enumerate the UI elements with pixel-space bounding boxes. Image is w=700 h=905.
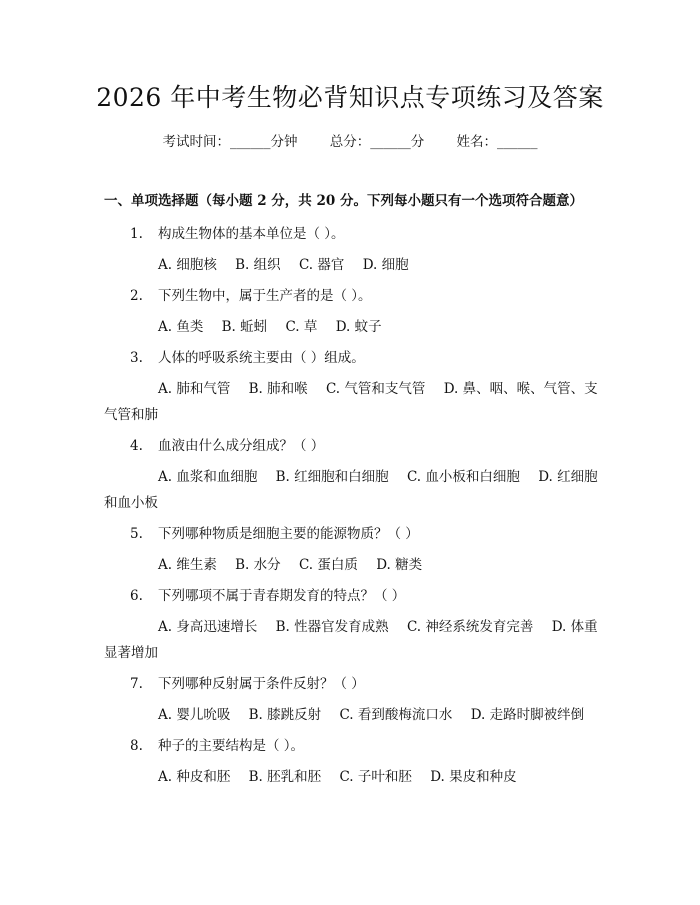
question-options — [104, 764, 600, 790]
option-b: B. 蚯蚓 — [221, 319, 268, 335]
question-options — [104, 376, 600, 428]
option-a: A. 鱼类 — [158, 319, 204, 335]
question-options — [104, 464, 600, 516]
question-options — [104, 252, 600, 278]
question-5 — [104, 522, 600, 578]
question-options — [104, 702, 600, 728]
question-number: 8. — [130, 738, 143, 754]
student-name: 姓名：______ — [456, 134, 538, 150]
option-a: A. 细胞核 — [158, 257, 217, 273]
option-c: C. 蛋白质 — [298, 557, 358, 573]
option-b: B. 肺和喉 — [248, 381, 308, 397]
option-b: B. 组织 — [235, 257, 281, 273]
question-number: 1. — [130, 226, 143, 242]
option-d: D. 鼻、咽、喉、气管、支气管和肺 — [104, 381, 598, 423]
option-a: A. 身高迅速增长 — [158, 619, 258, 635]
option-b: B. 红细胞和白细胞 — [275, 469, 389, 485]
option-d: D. 红细胞和血小板 — [104, 469, 598, 511]
option-d: D. 细胞 — [362, 257, 409, 273]
document-title: 2026 年中考生物必背知识点专项练习及答案 — [96, 83, 604, 112]
option-d: D. 果皮和种皮 — [430, 769, 517, 785]
section-heading: 一、单项选择题（每小题 2 分，共 20 分。下列每小题只有一个选项符合题意） — [104, 193, 583, 209]
exam-time: 考试时间：______分钟 — [162, 134, 298, 150]
question-2 — [104, 284, 600, 340]
option-c: C. 神经系统发育完善 — [406, 619, 534, 635]
question-options — [104, 614, 600, 666]
question-stem: 构成生物体的基本单位是（ ）。 — [158, 226, 345, 242]
option-c: C. 草 — [285, 319, 318, 335]
question-7 — [104, 672, 600, 728]
question-number: 3. — [130, 350, 143, 366]
question-1 — [104, 222, 600, 278]
option-a: A. 维生素 — [158, 557, 217, 573]
option-b: B. 水分 — [235, 557, 281, 573]
question-list — [104, 222, 600, 796]
option-d: D. 蚊子 — [335, 319, 382, 335]
question-stem: 下列哪种反射属于条件反射？（ ） — [158, 676, 365, 692]
option-d: D. 体重显著增加 — [104, 619, 598, 661]
option-b: B. 膝跳反射 — [248, 707, 322, 723]
question-number: 2. — [130, 288, 143, 304]
option-d: D. 走路时脚被绊倒 — [470, 707, 585, 723]
question-number: 7. — [130, 676, 143, 692]
question-8 — [104, 734, 600, 790]
question-stem: 种子的主要结构是（ ）。 — [158, 738, 305, 754]
question-stem: 下列生物中，属于生产者的是（ ）。 — [158, 288, 372, 304]
option-c: C. 器官 — [298, 257, 345, 273]
option-c: C. 子叶和胚 — [339, 769, 412, 785]
question-stem: 血液由什么成分组成？（ ） — [158, 438, 325, 454]
question-number: 6. — [130, 588, 143, 604]
question-options — [104, 314, 600, 340]
option-d: D. 糖类 — [376, 557, 423, 573]
option-a: A. 婴儿吮吸 — [158, 707, 231, 723]
question-4 — [104, 434, 600, 516]
option-a: A. 血浆和血细胞 — [158, 469, 258, 485]
question-number: 5. — [130, 526, 143, 542]
question-stem: 下列哪种物质是细胞主要的能源物质？（ ） — [158, 526, 419, 542]
option-a: A. 种皮和胚 — [158, 769, 231, 785]
option-b: B. 胚乳和胚 — [248, 769, 322, 785]
option-b: B. 性器官发育成熟 — [275, 619, 389, 635]
option-c: C. 看到酸梅流口水 — [339, 707, 453, 723]
option-c: C. 气管和支气管 — [325, 381, 426, 397]
question-number: 4. — [130, 438, 143, 454]
total-score: 总分：______分 — [329, 134, 425, 150]
question-stem: 下列哪项不属于青春期发育的特点？（ ） — [158, 588, 406, 604]
question-3 — [104, 346, 600, 428]
option-c: C. 血小板和白细胞 — [406, 469, 520, 485]
question-stem: 人体的呼吸系统主要由（ ）组成。 — [158, 350, 365, 366]
question-6 — [104, 584, 600, 666]
option-a: A. 肺和气管 — [158, 381, 231, 397]
question-options — [104, 552, 600, 578]
exam-meta — [0, 130, 700, 150]
